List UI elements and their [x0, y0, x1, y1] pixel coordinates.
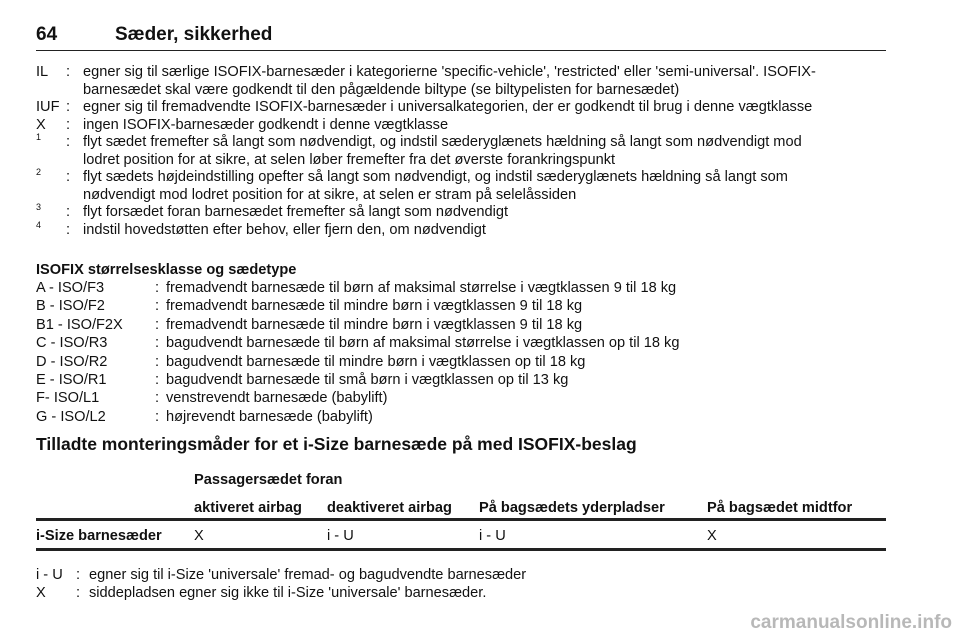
page-number: 64: [36, 24, 58, 45]
definition-text: [83, 134, 886, 169]
list-item: [36, 371, 886, 389]
size-class-colon: :: [155, 390, 160, 407]
definition-key: IL: [36, 64, 49, 80]
definition-line: indstil hovedstøtten efter behov, eller fjern den, om nødvendigt: [83, 221, 486, 238]
definition-line: flyt sædet fremefter så langt som nødvendigt, og indstil sæderyglænets hældning så langt som nødvendigt mod: [83, 134, 802, 150]
list-item: [36, 408, 886, 426]
list-item: [36, 297, 886, 315]
table-header-row: [36, 500, 886, 520]
definition-colon: :: [66, 204, 71, 220]
definition-colon: :: [66, 64, 71, 80]
size-class-key: D - ISO/R2: [36, 353, 108, 370]
note-text: egner sig til i-Size 'universale' fremad- og bagudvendte barnesæder: [89, 567, 527, 583]
list-item: [36, 316, 886, 334]
note-item: [36, 584, 886, 602]
definition-colon: :: [66, 99, 71, 115]
list-item: [36, 389, 886, 407]
definition-key: [36, 219, 66, 240]
definition-line: egner sig til fremadvendte ISOFIX-barnesæder i universalkategorien, der er godkendt til brug i denne vægtklasse: [83, 99, 813, 115]
footnote-marker: 2: [36, 167, 42, 178]
definition-text: [83, 99, 886, 117]
size-class-text: bagudvendt barnesæde til børn af maksimal størrelse i vægtklassen op til 18 kg: [166, 335, 680, 352]
size-class-key: E - ISO/R1: [36, 372, 107, 389]
definition-colon: :: [66, 169, 71, 185]
note-item: [36, 566, 886, 584]
definition-key: X: [36, 116, 46, 133]
size-class-key: B1 - ISO/F2X: [36, 316, 123, 333]
definition-line: egner sig til særlige ISOFIX-barnesæder i kategorierne 'specific-vehicle', 'restricted' eller 'semi-universal'. ISOFIX-: [83, 64, 816, 80]
definition-row: [36, 64, 886, 99]
column-header: aktiveret airbag: [194, 500, 302, 516]
isofix-size-list: [36, 279, 886, 426]
definition-row: [36, 117, 886, 135]
definition-text: [83, 204, 886, 222]
note-text: siddepladsen egner sig ikke til i-Size 'universale' barnesæder.: [89, 585, 487, 601]
definition-text: [83, 169, 886, 204]
note-key: X: [36, 585, 46, 601]
size-class-text: fremadvendt barnesæde til børn af maksimal størrelse i vægtklassen 9 til 18 kg: [166, 280, 677, 296]
size-class-colon: :: [155, 298, 160, 315]
definition-text: [83, 117, 886, 135]
size-class-colon: :: [155, 353, 160, 370]
column-header: På bagsædets yderpladser: [479, 500, 665, 516]
list-item: [36, 334, 886, 352]
definition-colon: :: [66, 134, 71, 150]
note-colon: :: [76, 585, 81, 601]
watermark: carmanualsonline.info: [750, 612, 952, 633]
definition-line: ingen ISOFIX-barnesæder godkendt i denne vægtklasse: [83, 116, 449, 133]
definition-key: IUF: [36, 99, 60, 115]
definition-key: [36, 134, 66, 169]
size-class-key: C - ISO/R3: [36, 335, 108, 352]
table-header-rule: [36, 518, 886, 521]
isofix-size-heading: ISOFIX størrelsesklasse og sædetype: [36, 262, 297, 278]
table-cell: X: [194, 528, 204, 544]
table-cell: i - U: [479, 528, 506, 544]
table-row: [36, 528, 886, 548]
row-label: i-Size barnesæder: [36, 528, 162, 544]
page-title: Sæder, sikkerhed: [115, 24, 273, 45]
list-item: [36, 353, 886, 371]
size-class-colon: :: [155, 372, 160, 389]
definition-text: [83, 64, 886, 99]
size-class-text: højrevendt barnesæde (babylift): [166, 408, 373, 425]
definition-key: [36, 169, 66, 204]
column-header: deaktiveret airbag: [327, 500, 452, 516]
footnote-marker: 1: [36, 132, 42, 143]
size-class-key: F- ISO/L1: [36, 390, 100, 407]
definition-row: [36, 169, 886, 204]
size-class-text: fremadvendt barnesæde til mindre børn i vægtklassen 9 til 18 kg: [166, 316, 583, 333]
definition-colon: :: [66, 221, 71, 238]
size-class-key: B - ISO/F2: [36, 298, 105, 315]
column-header: På bagsædet midtfor: [707, 500, 853, 516]
header-divider: [36, 50, 886, 51]
size-class-text: fremadvendt barnesæde til mindre børn i vægtklassen 9 til 18 kg: [166, 298, 583, 315]
isize-section-title: Tilladte monteringsmåder for et i-Size barnesæde på med ISOFIX-beslag: [36, 434, 637, 454]
list-item: [36, 279, 886, 297]
definition-row: [36, 99, 886, 117]
definitions-list: [36, 64, 886, 239]
definition-line: nødvendigt mod lodret position for at sikre, at selen er stram på selelåssiden: [83, 186, 577, 203]
table-notes: [36, 566, 886, 602]
table-cell: X: [707, 528, 717, 544]
table-group-header: Passagersædet foran: [194, 472, 343, 488]
size-class-key: G - ISO/L2: [36, 408, 106, 425]
note-colon: :: [76, 567, 81, 583]
size-class-colon: :: [155, 280, 160, 296]
note-key: i - U: [36, 567, 63, 583]
definition-row: [36, 134, 886, 169]
size-class-key: A - ISO/F3: [36, 280, 105, 296]
definition-line: barnesædet skal være godkendt til den pågældende biltype (se biltypelisten for barnesædet): [83, 81, 680, 98]
size-class-colon: :: [155, 316, 160, 333]
table-bottom-rule: [36, 548, 886, 551]
table-cell: i - U: [327, 528, 354, 544]
footnote-marker: 4: [36, 219, 42, 230]
footnote-marker: 3: [36, 202, 42, 213]
definition-text: [83, 222, 886, 240]
definition-line: flyt sædets højdeindstilling opefter så langt som nødvendigt, og indstil sæderyglænets hældning så langt som: [83, 169, 788, 185]
definition-line: lodret position for at sikre, at selen løber fremefter fra det øverste forankringspunkt: [83, 151, 616, 168]
definition-colon: :: [66, 116, 71, 133]
page-header: [36, 6, 886, 50]
definition-row: [36, 219, 886, 240]
size-class-colon: :: [155, 408, 160, 425]
size-class-text: bagudvendt barnesæde til mindre børn i vægtklassen op til 18 kg: [166, 353, 586, 370]
definition-row: [36, 204, 886, 222]
size-class-text: venstrevendt barnesæde (babylift): [166, 390, 388, 407]
definition-line: flyt forsædet foran barnesædet fremefter så langt som nødvendigt: [83, 204, 509, 220]
size-class-text: bagudvendt barnesæde til små børn i vægtklassen op til 13 kg: [166, 372, 569, 389]
size-class-colon: :: [155, 335, 160, 352]
